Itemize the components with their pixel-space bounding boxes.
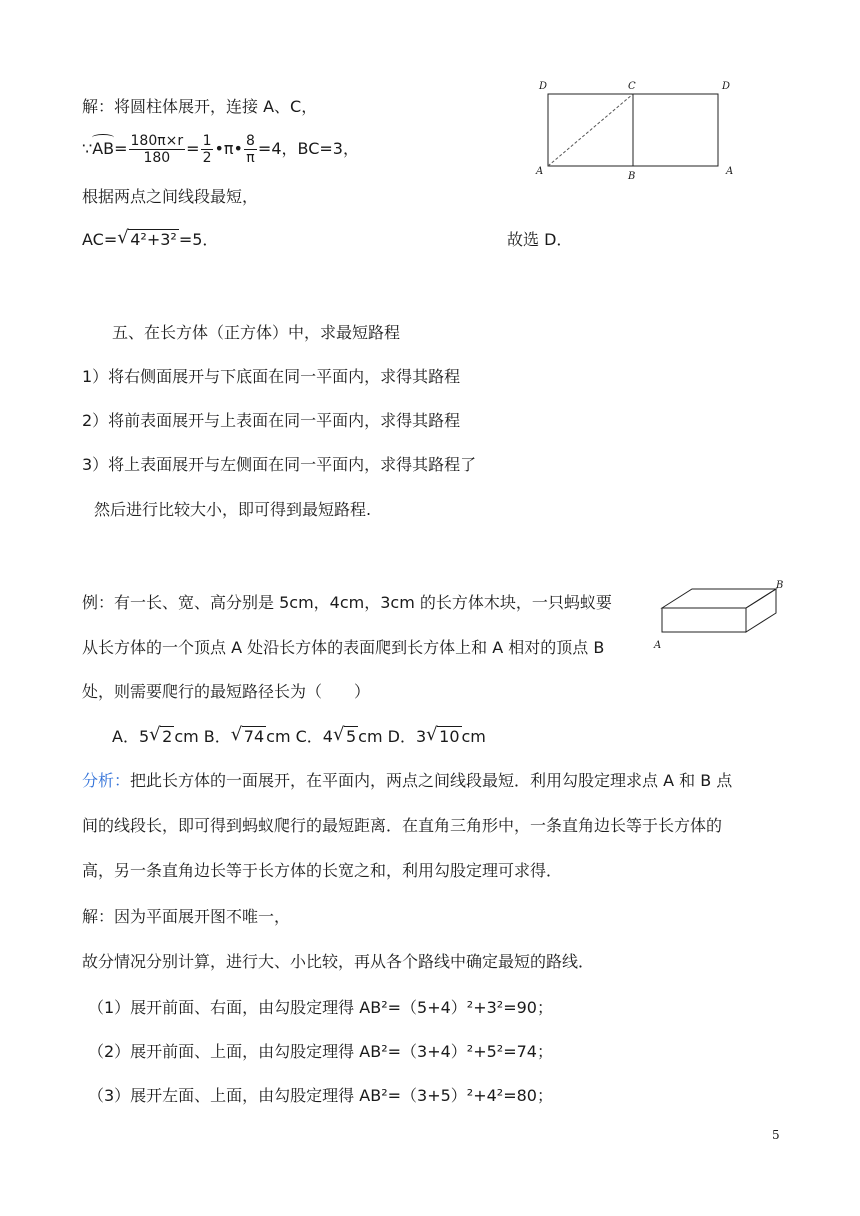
analysis-label: 分析： bbox=[82, 771, 131, 790]
case-3: （3）展开左面、上面，由勾股定理得 AB²=（3+5）²+4²=80； bbox=[88, 1086, 553, 1105]
equals-2: = bbox=[186, 139, 200, 158]
analysis-line-3: 高，另一条直角边长等于长方体的长宽之和，利用勾股定理可求得． bbox=[82, 861, 563, 880]
label-d-left: D bbox=[539, 81, 548, 92]
equals-1: = bbox=[114, 139, 128, 158]
page-number: 5 bbox=[772, 1128, 780, 1142]
example-line-3: 处，则需要爬行的最短路径长为（ ） bbox=[82, 682, 371, 701]
label-a: A bbox=[654, 640, 662, 650]
times-pi: •π• bbox=[214, 139, 243, 158]
option-b-prefix: cm B． bbox=[174, 727, 231, 746]
fraction-8-numerator: 8 bbox=[246, 133, 255, 149]
option-b-sqrt bbox=[231, 726, 266, 748]
option-c-prefix: cm C．4 bbox=[266, 727, 333, 746]
analysis-text-1: 把此长方体的一面展开，在平面内，两点之间线段最短．利用勾股定理求点 A 和 B 点 bbox=[130, 771, 733, 790]
solution2-line-2: 故分情况分别计算，进行大、小比较，再从各个路线中确定最短的路线． bbox=[82, 952, 595, 971]
solution-intro: 解：将圆柱体展开，连接 A、C， bbox=[82, 97, 318, 116]
fraction-arc-numerator: 180π×r bbox=[130, 133, 184, 149]
cuboid-side-face bbox=[746, 589, 776, 632]
option-a-radicand: 2 bbox=[162, 727, 173, 746]
sqrt-icon: √ bbox=[149, 724, 161, 745]
section-title: 五、在长方体（正方体）中，求最短路程 bbox=[112, 323, 401, 342]
option-d-sqrt bbox=[426, 726, 461, 748]
option-d-prefix: cm D．3 bbox=[358, 727, 427, 746]
fraction-half bbox=[201, 133, 214, 166]
example-line-1: 例：有一长、宽、高分别是 5cm，4cm，3cm 的长方体木块，一只蚂蚁要 bbox=[82, 593, 612, 612]
arc-length-formula bbox=[82, 133, 359, 166]
diagonal-ac bbox=[548, 94, 633, 166]
label-d-right: D bbox=[722, 81, 731, 92]
answer-options bbox=[112, 726, 486, 748]
label-b: B bbox=[628, 171, 636, 182]
fraction-pi-denominator: π bbox=[246, 150, 255, 166]
label-b: B bbox=[776, 580, 784, 591]
answer-choice: 故选 D． bbox=[507, 230, 573, 249]
arc-ab: AB bbox=[92, 139, 115, 158]
ac-suffix: =5． bbox=[178, 230, 219, 249]
solution2-line-1: 解：因为平面展开图不唯一， bbox=[82, 907, 291, 926]
conclusion: 然后进行比较大小，即可得到最短路程. bbox=[94, 500, 372, 519]
analysis-line-2: 间的线段长，即可得到蚂蚁爬行的最短距离．在直角三角形中，一条直角边长等于长方体的 bbox=[82, 816, 723, 835]
option-c-sqrt bbox=[333, 726, 358, 748]
step-3: 3）将上表面展开与左侧面在同一平面内，求得其路程了 bbox=[82, 455, 477, 474]
example-line-2: 从长方体的一个顶点 A 处沿长方体的表面爬到长方体上和 A 相对的顶点 B bbox=[82, 638, 605, 657]
ac-result bbox=[82, 229, 218, 251]
option-a-sqrt bbox=[149, 726, 174, 748]
result-bc: =4，BC=3， bbox=[257, 139, 359, 158]
cuboid-figure bbox=[650, 576, 790, 650]
sqrt-icon: √ bbox=[117, 227, 129, 248]
ac-prefix: AC= bbox=[82, 230, 118, 249]
label-c: C bbox=[628, 81, 636, 92]
fraction-half-denominator: 2 bbox=[202, 150, 212, 166]
option-d-radicand: 10 bbox=[439, 727, 460, 746]
sqrt-icon: √ bbox=[332, 724, 345, 745]
case-1: （1）展开前面、右面，由勾股定理得 AB²=（5+4）²+3²=90； bbox=[88, 998, 553, 1017]
option-b-radicand: 74 bbox=[243, 727, 265, 746]
step-2: 2）将前表面展开与上表面在同一平面内，求得其路程 bbox=[82, 411, 461, 430]
label-a-right: A bbox=[726, 166, 734, 177]
fraction-arc bbox=[129, 133, 186, 166]
cuboid-front-face bbox=[662, 608, 746, 632]
option-c-radicand: 5 bbox=[345, 727, 357, 746]
ac-sqrt bbox=[117, 229, 179, 251]
fraction-arc-denominator: 180 bbox=[143, 150, 171, 166]
fraction-half-numerator: 1 bbox=[202, 133, 212, 149]
fraction-8-pi bbox=[244, 133, 257, 166]
solution-principle: 根据两点之间线段最短， bbox=[82, 187, 259, 206]
sqrt-icon: √ bbox=[426, 724, 438, 745]
because-symbol: ∵ bbox=[82, 139, 93, 158]
cuboid-top-face bbox=[662, 589, 776, 608]
sqrt-icon: √ bbox=[230, 724, 243, 745]
step-1: 1）将右侧面展开与下底面在同一平面内，求得其路程 bbox=[82, 367, 461, 386]
analysis-line-1 bbox=[82, 770, 732, 792]
case-2: （2）展开前面、上面，由勾股定理得 AB²=（3+4）²+5²=74； bbox=[88, 1042, 553, 1061]
cylinder-unfold-figure bbox=[530, 76, 740, 186]
label-a-left: A bbox=[536, 166, 544, 177]
option-a-prefix: A．5 bbox=[112, 727, 150, 746]
ac-radicand: 4²+3² bbox=[130, 230, 177, 249]
option-tail: cm bbox=[461, 727, 486, 746]
